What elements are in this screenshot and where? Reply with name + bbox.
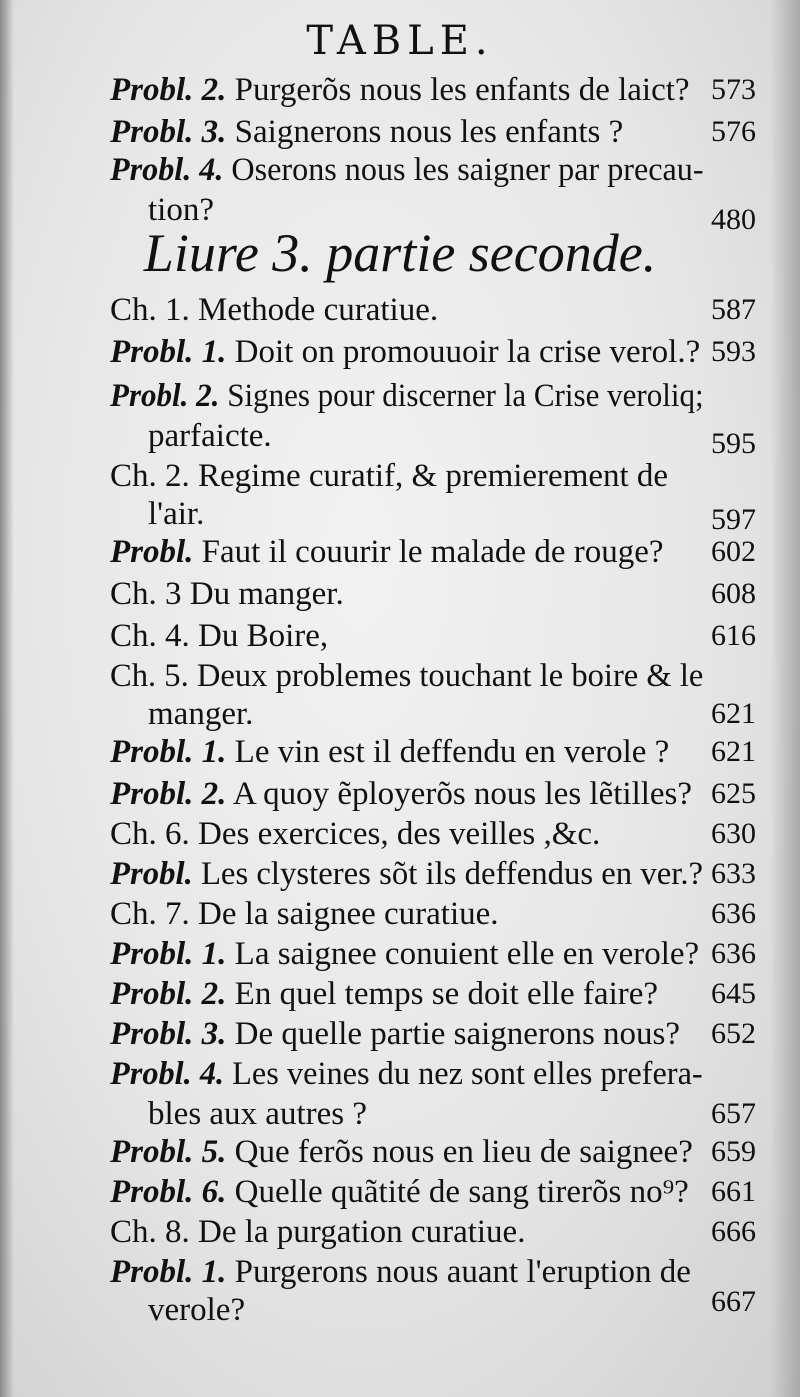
toc-entry-continuation: bles aux autres ?: [148, 1096, 367, 1132]
toc-entry-line: [110, 1014, 680, 1054]
toc-entry-line: [110, 774, 692, 814]
toc-entry-title: Oserons nous les saigner par precau-: [231, 152, 704, 188]
toc-page-number: 625: [711, 777, 756, 810]
toc-entry-line: [110, 616, 328, 656]
toc-entry-line: [110, 376, 704, 416]
toc-page-number: 657: [711, 1097, 756, 1130]
toc-entry-title: La saignee conuient elle en verole?: [234, 936, 700, 972]
toc-entry-line: [110, 332, 700, 372]
toc-page-number: 636: [711, 937, 756, 970]
toc-entry-line: [110, 112, 623, 152]
toc-entry-title: Les clysteres sõt ils deffendus en ver.?: [200, 856, 704, 892]
toc-page-number: 652: [711, 1017, 756, 1050]
toc-entry-label: Probl. 1.: [110, 936, 227, 972]
toc-entry-line: [110, 1132, 693, 1172]
toc-entry-label: Probl. 2.: [110, 378, 220, 414]
toc-entry-continuation: l'air.: [148, 496, 205, 532]
toc-entry-label: Probl. 5.: [110, 1134, 227, 1170]
toc-page-number: 608: [711, 577, 756, 610]
toc-page-number: 573: [711, 73, 756, 106]
toc-entry-title: De la saignee curatiue.: [198, 896, 499, 932]
toc-entry-title: Purgerons nous auant l'eruption de: [234, 1254, 691, 1290]
toc-entry-title: Du manger.: [189, 576, 344, 612]
toc-entry-continuation: tion?: [148, 192, 214, 228]
toc-entry-label: Ch. 4.: [110, 618, 190, 654]
toc-entry-label: Probl. 1.: [110, 1254, 227, 1290]
toc-entry-title: Purgerõs nous les enfants de laict?: [234, 72, 690, 108]
running-header: TABLE.: [306, 18, 494, 64]
toc-page-number: 666: [711, 1215, 756, 1248]
toc-entry-continuation: parfaicte.: [148, 418, 272, 454]
toc-entry-line: [110, 1172, 689, 1212]
toc-page-number: 587: [711, 293, 756, 326]
toc-entry-title: Methode curatiue.: [198, 292, 439, 328]
toc-page-number: 480: [711, 203, 756, 236]
toc-entry-label: Probl. 6.: [110, 1174, 227, 1210]
toc-page-number: 595: [711, 427, 756, 460]
toc-entry-line: [110, 656, 703, 696]
toc-entry-title: Quelle quãtité de sang tirerõs no⁹?: [234, 1174, 689, 1210]
toc-entry-title: Du Boire,: [198, 618, 329, 654]
toc-entry-label: Probl. 2.: [110, 776, 227, 812]
toc-entry-label: Ch. 1.: [110, 292, 190, 328]
toc-entry-line: [110, 934, 699, 974]
toc-entry-label: Probl.: [110, 534, 194, 570]
toc-entry-label: Probl. 2.: [110, 72, 227, 108]
toc-entry-line: [110, 532, 664, 572]
toc-entry-title: Deux problemes touchant le boire & le: [196, 658, 704, 694]
toc-entry-line: [110, 894, 499, 934]
section-heading: Liure 3. partie seconde.: [143, 223, 657, 283]
toc-page-number: 597: [711, 503, 756, 536]
toc-entry-title: Des exercices, des veilles ,&c.: [198, 816, 601, 852]
toc-entry-label: Probl. 3.: [110, 1016, 227, 1052]
toc-entry-line: [110, 70, 690, 110]
toc-entry-line: [110, 290, 438, 330]
page-left-shadow: [0, 0, 14, 1397]
toc-page-number: 621: [711, 735, 756, 768]
toc-entry-label: Ch. 3: [110, 576, 182, 612]
toc-entry-line: [110, 456, 668, 496]
toc-entry-label: Probl. 3.: [110, 114, 227, 150]
toc-page-number: 661: [711, 1175, 756, 1208]
toc-entry-label: Probl. 2.: [110, 976, 227, 1012]
toc-page-number: 667: [711, 1285, 756, 1318]
toc-entry-line: [110, 1212, 525, 1252]
toc-entry-title: De quelle partie saignerons nous?: [234, 1016, 681, 1052]
toc-entry-label: Ch. 8.: [110, 1214, 190, 1250]
toc-entry-continuation: manger.: [148, 696, 254, 732]
toc-page-number: 633: [711, 857, 756, 890]
toc-entry-continuation: verole?: [148, 1292, 246, 1328]
toc-page-number: 621: [711, 697, 756, 730]
toc-entry-line: [110, 1252, 691, 1292]
toc-entry-title: Faut il couurir le malade de rouge?: [201, 534, 664, 570]
toc-entry-line: [110, 574, 344, 614]
toc-entry-label: Ch. 2.: [110, 458, 190, 494]
toc-page-number: 630: [711, 817, 756, 850]
toc-entry-title: Regime curatif, & premierement de: [198, 458, 669, 494]
toc-entry-line: [110, 150, 704, 190]
toc-entry-label: Probl. 1.: [110, 334, 227, 370]
toc-entry-line: [110, 854, 703, 894]
toc-page-number: 616: [711, 619, 756, 652]
toc-entry-label: Probl. 4.: [110, 152, 224, 188]
toc-entry-label: Ch. 7.: [110, 896, 190, 932]
toc-entry-line: [110, 1054, 703, 1094]
toc-page-number: 576: [711, 115, 756, 148]
toc-entry-label: Probl. 4.: [110, 1056, 225, 1092]
toc-entry-title: A quoy ẽployerõs nous les lẽtilles?: [232, 776, 693, 812]
toc-entry-title: En quel temps se doit elle faire?: [234, 976, 659, 1012]
toc-page-number: 593: [711, 335, 756, 368]
toc-entry-title: De la purgation curatiue.: [198, 1214, 526, 1250]
toc-entry-line: [110, 732, 669, 772]
toc-entry-line: [110, 974, 658, 1014]
toc-entry-title: Saignerons nous les enfants ?: [234, 114, 624, 150]
toc-entry-label: Probl.: [110, 856, 193, 892]
toc-entry-title: Les veines du nez sont elles prefera-: [232, 1056, 703, 1092]
toc-page-number: 645: [711, 977, 756, 1010]
toc-page-number: 602: [711, 535, 756, 568]
toc-entry-line: [110, 814, 600, 854]
toc-entry-label: Ch. 5.: [110, 658, 189, 694]
toc-entry-title: Le vin est il deffendu en verole ?: [234, 734, 670, 770]
toc-entry-title: Signes pour discerner la Crise veroliq;: [227, 378, 704, 414]
toc-page-number: 636: [711, 897, 756, 930]
toc-entry-label: Probl. 1.: [110, 734, 227, 770]
toc-entry-title: Que ferõs nous en lieu de saignee?: [234, 1134, 693, 1170]
toc-page-number: 659: [711, 1135, 756, 1168]
page-right-shadow: [770, 0, 800, 1397]
toc-entry-label: Ch. 6.: [110, 816, 190, 852]
toc-entry-title: Doit on promouuoir la crise verol.?: [234, 334, 701, 370]
